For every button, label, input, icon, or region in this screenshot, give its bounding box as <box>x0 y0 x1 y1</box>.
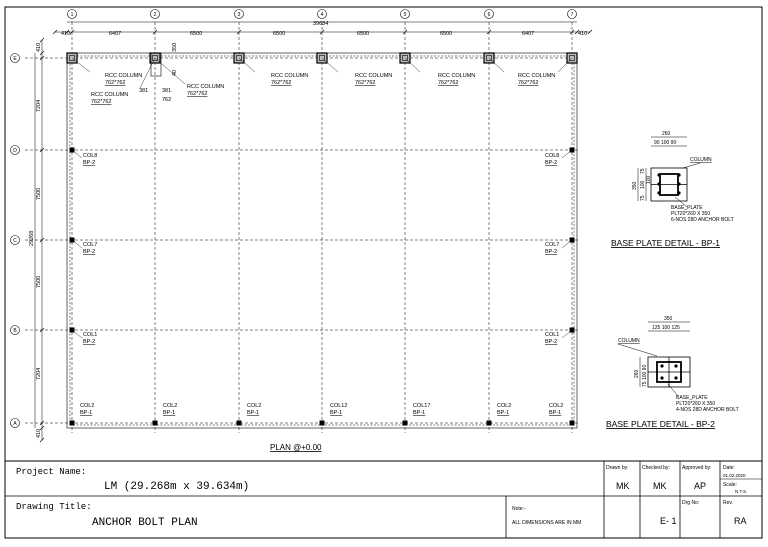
bp1-detail <box>611 131 734 248</box>
col-bp-a4: BP-1 <box>330 410 343 416</box>
dim-rspan-1: 7204 <box>36 99 42 112</box>
anchor-column <box>320 421 325 426</box>
dim-edge-top: 410 <box>36 42 42 52</box>
drawing-number-value: E- 1 <box>660 516 677 526</box>
anchor-column <box>153 421 158 426</box>
grid-bubble-col-label: 4 <box>320 12 324 18</box>
rcc-size-6: 762*762 <box>438 80 459 86</box>
bp1-note1: BASE_PLATE <box>671 205 703 211</box>
dim-rspan-3: 7500 <box>36 275 42 288</box>
rcc-size-2: 762*762 <box>91 99 112 105</box>
callout-leader <box>72 58 90 72</box>
dim-span-1: 6407 <box>109 31 122 37</box>
bp1-column-label: COLUMN <box>690 157 712 163</box>
rcc-label-4: RCC COLUMN <box>271 73 309 79</box>
drawing-title-value: ANCHOR BOLT PLAN <box>92 517 198 529</box>
left-dimensions <box>29 43 42 438</box>
bp1-title: BASE PLATE DETAIL - BP-1 <box>611 238 720 248</box>
bp2-width: 350 <box>664 316 673 322</box>
col-label-a1: COL2 <box>80 403 95 409</box>
drawing-title-label: Drawing Title: <box>16 502 92 512</box>
callout-leader <box>155 58 185 84</box>
callout-leader <box>322 58 338 72</box>
rcc-label-1: RCC COLUMN <box>105 73 143 79</box>
label-leader <box>562 240 572 248</box>
rcc-size-5: 762*762 <box>355 80 376 86</box>
dim-span-5: 6500 <box>440 31 453 37</box>
sheet-border <box>5 7 762 538</box>
grid-bubble-row-label: D <box>13 148 17 154</box>
grid-bubble-col-label: 1 <box>70 12 74 18</box>
dim-span-6: 6407 <box>522 31 535 37</box>
column-labels <box>80 153 563 416</box>
col-bp-a1: BP-1 <box>80 410 93 416</box>
col-label-b1: COL1 <box>83 332 98 338</box>
dim-span-2: 6500 <box>190 31 203 37</box>
dim-381-b: 381 <box>162 88 172 94</box>
bp1-h-top: 75 <box>640 168 646 174</box>
checked-by-label: Checked by: <box>642 465 670 471</box>
col-bp-c8: BP-2 <box>545 249 558 255</box>
col-bp-a3: BP-1 <box>247 410 260 416</box>
label-leader <box>72 240 82 248</box>
drawn-by-label: Drawn by: <box>606 465 629 471</box>
dim-total-x: 39634 <box>313 21 329 27</box>
dim-762: 762 <box>162 97 172 103</box>
label-leader <box>72 150 82 158</box>
bp2-height: 260 <box>634 369 640 378</box>
col-bp-b8: BP-2 <box>545 339 558 345</box>
dim-rspan-4: 7204 <box>36 367 42 380</box>
bp2-note2: PLT20*260 X 350 <box>676 401 716 407</box>
col-label-a6: COL2 <box>497 403 512 409</box>
dim-total-y: 29268 <box>29 230 35 246</box>
bp1-h-bot: 75 <box>640 195 646 201</box>
revision-value: RA <box>734 516 747 526</box>
grid-bubble-row-label: A <box>13 421 17 427</box>
bp2-sub: 125 100 125 <box>652 325 680 331</box>
col-bp-b1: BP-2 <box>83 339 96 345</box>
col-bp-e1: BP-2 <box>83 160 96 166</box>
bp1-width: 260 <box>662 131 671 137</box>
bp1-note2: PLT20*260 X 350 <box>671 211 711 217</box>
dim-381-a: 381 <box>139 88 149 94</box>
bp1-h-mid: 100 <box>640 180 646 189</box>
col-bp-a7: BP-1 <box>549 410 562 416</box>
date-value: 01.02.2020 <box>723 473 746 478</box>
bp2-bolt <box>674 364 677 367</box>
label-leader <box>562 330 572 338</box>
dim-span-4: 6500 <box>357 31 370 37</box>
project-name-value: LM (29.268m x 39.634m) <box>104 481 250 493</box>
col-label-b8: COL1 <box>545 332 560 338</box>
bp1-bolt <box>677 173 680 176</box>
scale-label: Scale: <box>723 482 737 488</box>
checked-by-value: MK <box>653 481 667 491</box>
bp2-note3: 4-NOS 28D ANCHOR BOLT <box>676 407 739 413</box>
col-label-e8: COL8 <box>545 153 560 159</box>
rcc-label-5: RCC COLUMN <box>355 73 393 79</box>
col-label-a3: COL2 <box>247 403 262 409</box>
rcc-label-7: RCC COLUMN <box>518 73 556 79</box>
label-leader <box>562 150 572 158</box>
rcc-label-6: RCC COLUMN <box>438 73 476 79</box>
callout-leader <box>489 58 504 72</box>
approved-by-value: AP <box>694 481 707 491</box>
drawn-by-value: MK <box>616 481 630 491</box>
grid-bubble-col-label: 6 <box>487 12 491 18</box>
grid-bubble-col-label: 3 <box>237 12 241 18</box>
bp2-column-label: COLUMN <box>618 338 640 344</box>
rcc-label-2: RCC COLUMN <box>91 92 129 98</box>
scale-value: N.T.S. <box>735 489 748 494</box>
callout-leader <box>239 58 255 72</box>
top-dimensions <box>61 21 587 37</box>
bp1-sub: 90 100 90 <box>654 140 677 146</box>
bp2-bolt <box>674 376 677 379</box>
rcc-size-7: 762*762 <box>518 80 539 86</box>
rcc-label-3: RCC COLUMN <box>187 84 225 90</box>
anchor-column <box>70 421 75 426</box>
grid-bubble-col-label: 2 <box>153 12 157 18</box>
bp1-height: 350 <box>632 181 638 190</box>
note-value: ALL DIMENSIONS ARE IN MM <box>512 520 582 526</box>
dim-edge-left: 410 <box>61 31 71 37</box>
col-bp-a5: BP-1 <box>413 410 426 416</box>
anchor-column <box>237 421 242 426</box>
col-bp-a2: BP-1 <box>163 410 176 416</box>
grid-bubble-col-label: 5 <box>403 12 407 18</box>
bp2-bolt <box>660 364 663 367</box>
anchor-column <box>570 421 575 426</box>
bp2-bolt <box>660 376 663 379</box>
dim-edge-right: 410 <box>578 31 588 37</box>
project-name-label: Project Name: <box>16 467 87 477</box>
dim-edge-bottom: 410 <box>36 428 42 438</box>
date-label: Date: <box>723 465 735 471</box>
dim-350: 350 <box>172 42 178 52</box>
grid-bubble-row-label: E <box>13 56 17 62</box>
col-label-a2: COL2 <box>163 403 178 409</box>
dim-span-3: 6500 <box>273 31 286 37</box>
col-label-a7: COL2 <box>549 403 564 409</box>
bp1-h-mid2: 100 <box>646 175 652 184</box>
bp1-note3: 6-NOS 28D ANCHOR BOLT <box>671 217 734 223</box>
bp1-bolt <box>657 191 660 194</box>
note-label: Note:- <box>512 506 526 512</box>
col-label-c1: COL7 <box>83 242 98 248</box>
revision-label: Rev. <box>723 500 733 506</box>
bp1-bolt <box>677 182 680 185</box>
bp1-bolt <box>657 182 660 185</box>
anchor-column <box>487 421 492 426</box>
col-bp-a6: BP-1 <box>497 410 510 416</box>
bp2-note1: BASE_PLATE <box>676 395 708 401</box>
approved-by-label: Approved by: <box>682 465 712 471</box>
bp2-detail <box>606 316 739 429</box>
bp2-h-parts: 75 100 90 <box>642 364 648 387</box>
col-bp-c1: BP-2 <box>83 249 96 255</box>
col-bp-e8: BP-2 <box>545 160 558 166</box>
grid-bubble-row-label: C <box>13 238 17 244</box>
col-label-a4: COL12 <box>330 403 348 409</box>
bp1-bolt <box>657 173 660 176</box>
grid-bubble-row-label: B <box>13 328 17 334</box>
col-label-c8: COL7 <box>545 242 560 248</box>
dim-40: 40 <box>172 69 178 76</box>
plan-title: PLAN @+0.00 <box>270 443 322 452</box>
rcc-callouts <box>91 43 555 105</box>
callout-leader <box>558 58 572 72</box>
rcc-size-4: 762*762 <box>271 80 292 86</box>
drawing-number-label: Drg No: <box>682 500 700 506</box>
grid-bubble-col-label: 7 <box>570 12 574 18</box>
col-label-a5: COL17 <box>413 403 431 409</box>
anchor-column <box>403 421 408 426</box>
label-leader <box>72 330 82 338</box>
bp2-title: BASE PLATE DETAIL - BP-2 <box>606 419 715 429</box>
rcc-size-1: 762*762 <box>105 80 126 86</box>
rcc-size-3: 762*762 <box>187 91 208 97</box>
col-label-e1: COL8 <box>83 153 98 159</box>
callout-leader <box>405 58 420 72</box>
dim-rspan-2: 7500 <box>36 187 42 200</box>
bp1-bolt <box>677 191 680 194</box>
title-block <box>5 461 762 538</box>
